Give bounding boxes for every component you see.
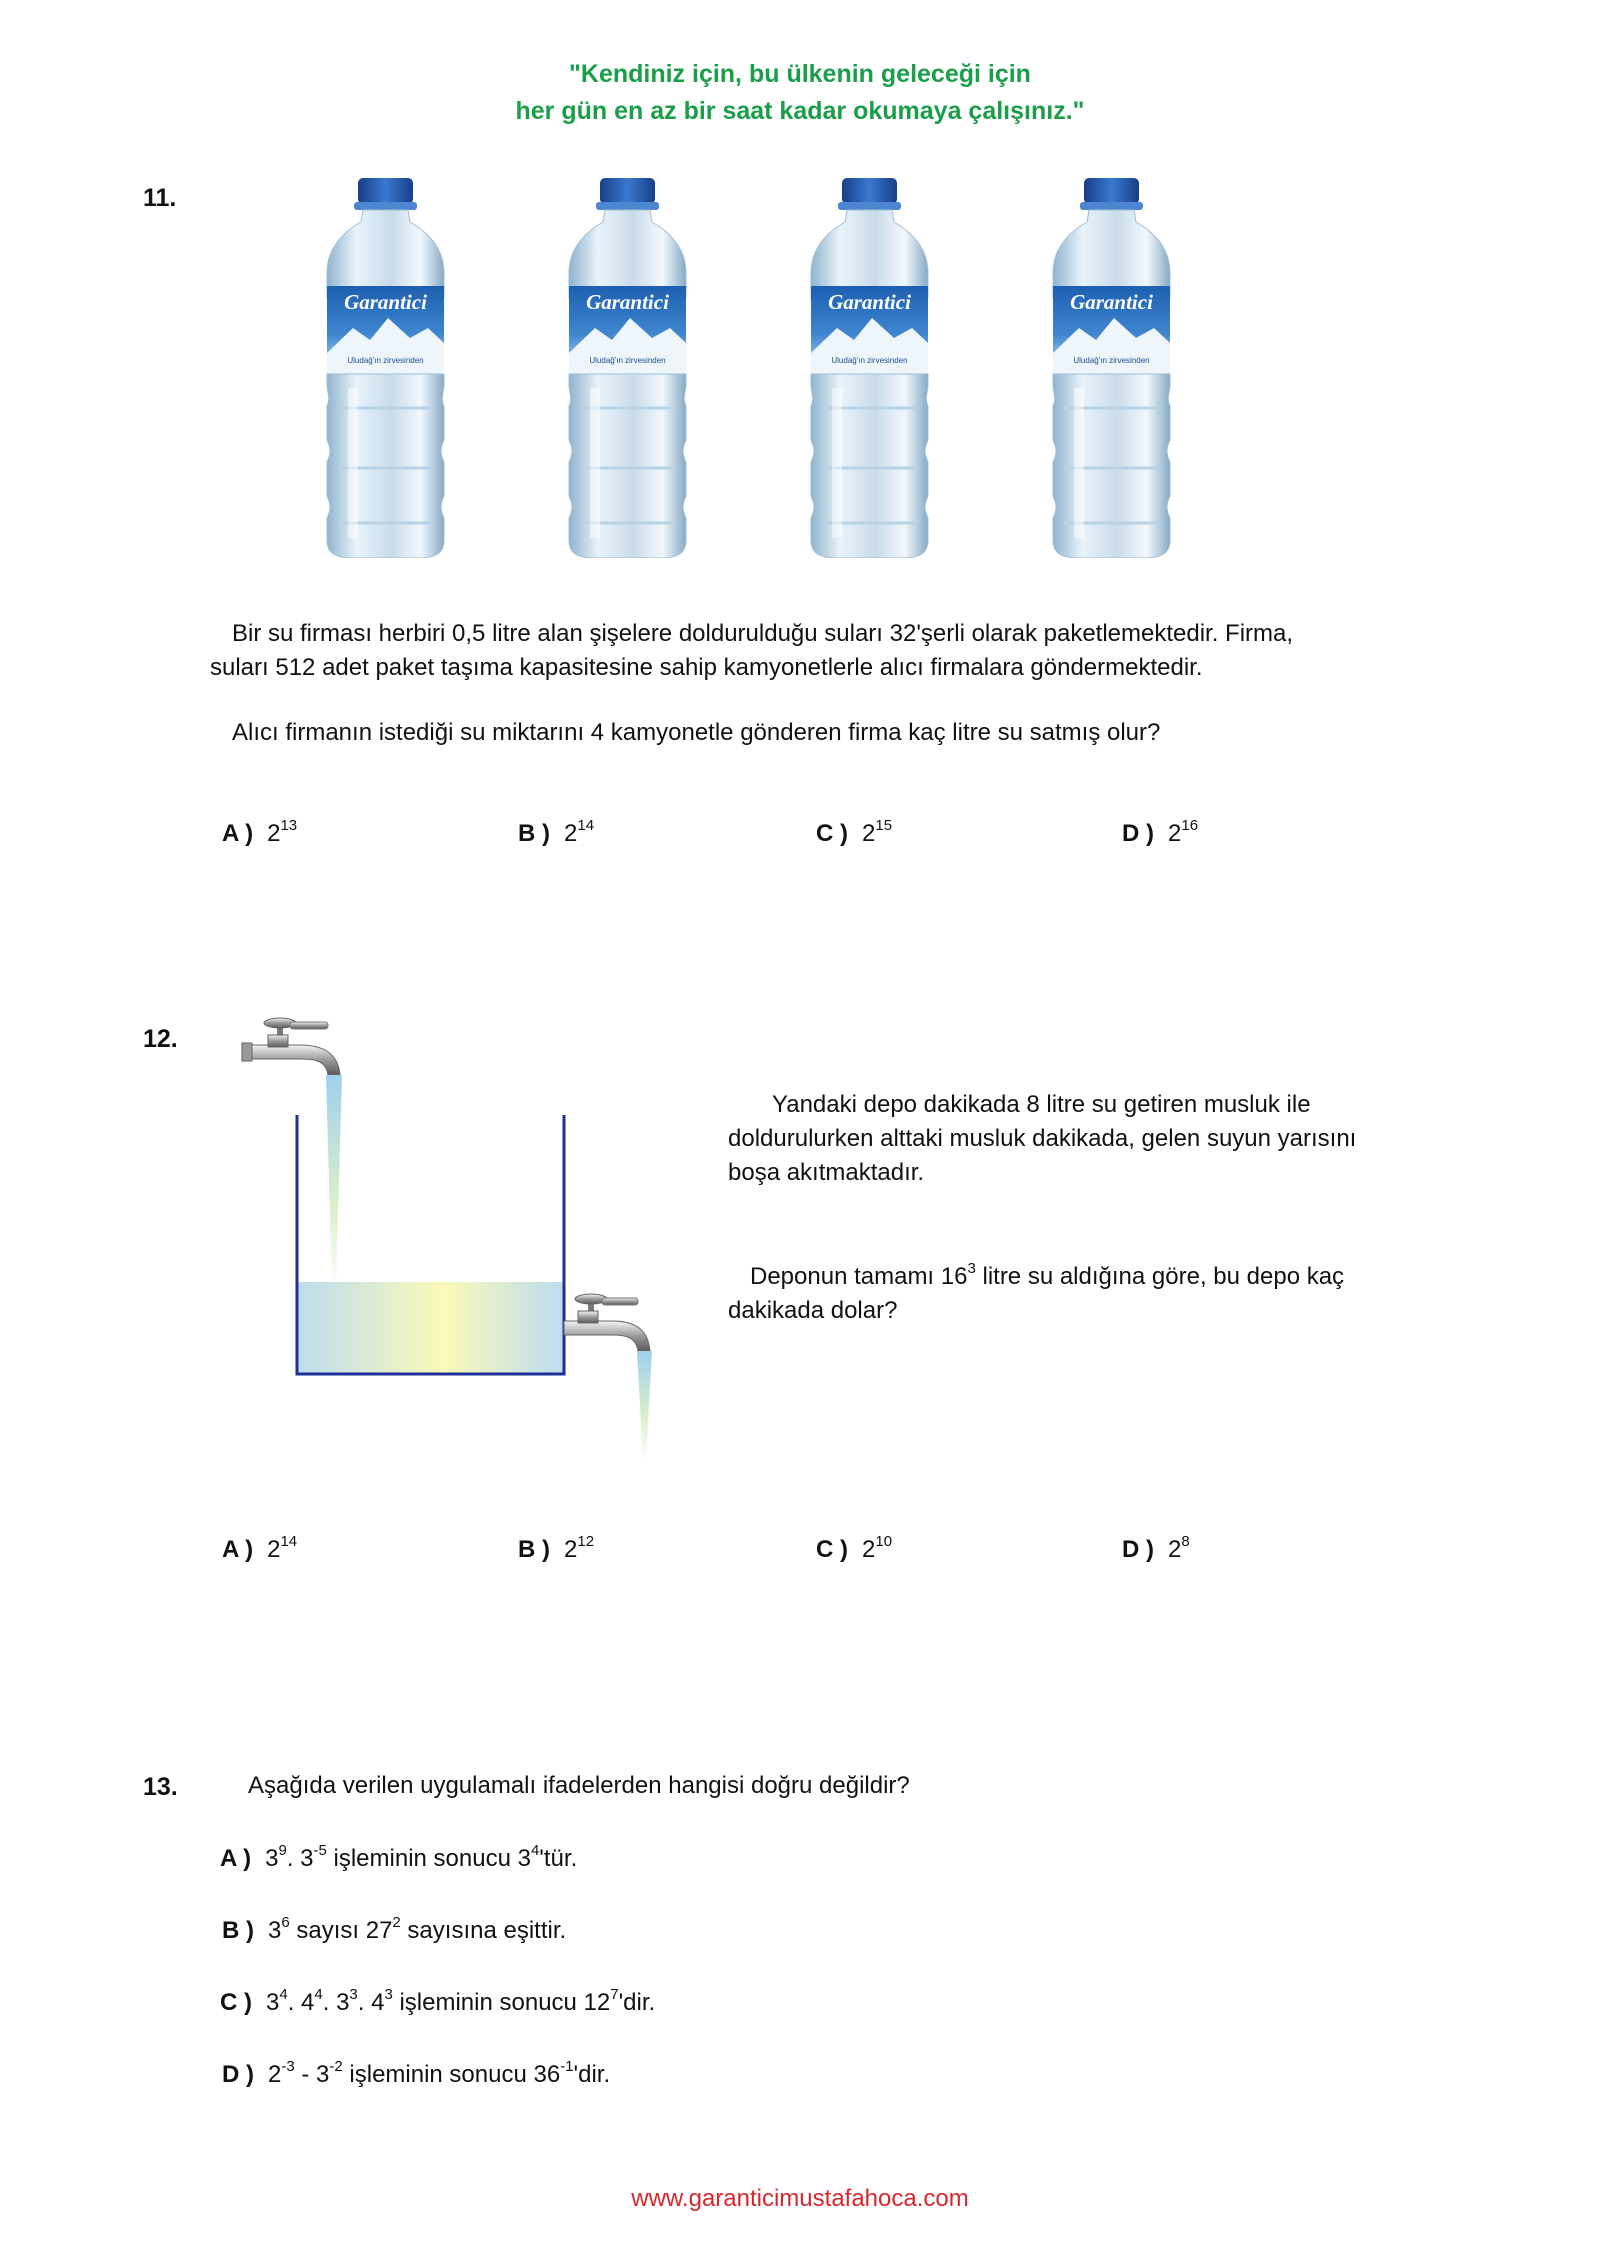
- bottle-slogan: Uludağ'ın zirvesinden: [347, 356, 424, 365]
- q12-option-d[interactable]: D ) $2^8$: [1122, 1533, 1190, 1563]
- q11-option-b[interactable]: B ) $2^{14}$: [518, 817, 595, 847]
- bottom-water-stream: [637, 1351, 652, 1460]
- question-11-line-1: Bir su firması herbiri 0,5 litre alan şişelere doldurulduğu suları 32'şerli olarak paketlemektedir. Firma,: [232, 620, 1294, 647]
- bottle-brand-logo: Garantici: [828, 290, 911, 314]
- top-faucet-icon: [242, 1018, 340, 1075]
- quote-line-1: "Kendiniz için, bu ülkenin geleceği için: [569, 60, 1031, 88]
- option-label: D ): [1122, 1536, 1154, 1563]
- quote-line-2: her gün en az bir saat kadar okumaya çalışınız.": [515, 97, 1085, 125]
- q12-option-b[interactable]: B ) $2^{12}$: [518, 1533, 595, 1563]
- question-12-text: [728, 1088, 1488, 1190]
- motivational-quote: [0, 56, 1600, 130]
- water-bottle-image: [1044, 178, 1179, 558]
- option-label: A ): [222, 1536, 254, 1563]
- q13-option-d[interactable]: D ) $2^{-3} - 3^{-2}$ işleminin sonucu $36^{-1}'dir$.: [222, 2058, 611, 2088]
- question-12-prompt: Deponun tamamı $16^3$ litre su aldığına göre, bu depo kaç dakikada dolar?: [728, 1260, 1345, 1324]
- question-13-number: 13.: [143, 1773, 178, 1801]
- q13-option-b[interactable]: B ) $3^6$ sayısı $27^2$ sayısına eşittir.: [222, 1914, 567, 1944]
- water-tank-diagram: [240, 1015, 680, 1475]
- q11-option-d[interactable]: D ) $2^{16}$: [1122, 817, 1199, 847]
- option-label: A ): [222, 820, 254, 847]
- question-11-prompt: Alıcı firmanın istediği su miktarını 4 kamyonetle gönderen firma kaç litre su satmış olur?: [232, 719, 1161, 746]
- footer-website-link[interactable]: www.garanticimustafahoca.com: [631, 2185, 969, 2212]
- bottle-brand-logo: Garantici: [1070, 290, 1153, 314]
- top-water-stream: [326, 1075, 342, 1290]
- option-label: B ): [518, 1536, 550, 1563]
- q11-option-c[interactable]: C ) $2^{15}$: [816, 817, 893, 847]
- question-12-number: 12.: [143, 1025, 178, 1053]
- question-11-number: 11.: [143, 184, 177, 212]
- bottle-slogan: Uludağ'ın zirvesinden: [831, 356, 908, 365]
- option-label: B ): [518, 820, 550, 847]
- q13-option-a[interactable]: A ) $3^9$. $3^{-5}$ işleminin sonucu $3^4'tür$.: [220, 1842, 578, 1872]
- q11-option-a[interactable]: A ) $2^{13}$: [222, 817, 298, 847]
- water-bottle-image: [802, 178, 937, 558]
- question-12-line-2: doldurulurken alttaki musluk dakikada, gelen suyun yarısını: [728, 1125, 1357, 1152]
- question-12-line-3: boşa akıtmaktadır.: [728, 1159, 925, 1186]
- option-label: D ): [1122, 820, 1154, 847]
- water-bottle-image: [318, 178, 453, 558]
- question-12-line-1: Yandaki depo dakikada 8 litre su getiren musluk ile: [772, 1091, 1311, 1118]
- q12-option-c[interactable]: C ) $2^{10}$: [816, 1533, 893, 1563]
- bottle-slogan: Uludağ'ın zirvesinden: [1073, 356, 1150, 365]
- question-11-line-2: suları 512 adet paket taşıma kapasitesine sahip kamyonetlerle alıcı firmalara göndermektedir.: [210, 654, 1203, 681]
- question-11-text: [210, 617, 1510, 685]
- option-label: C ): [816, 820, 848, 847]
- q12-option-a[interactable]: A ) $2^{14}$: [222, 1533, 298, 1563]
- question-13-prompt: Aşağıda verilen uygulamalı ifadelerden hangisi doğru değildir?: [248, 1772, 910, 1799]
- bottle-brand-logo: Garantici: [586, 290, 669, 314]
- q13-option-c[interactable]: C ) $3^4$. $4^4$. $3^3$. $4^3$ işleminin sonucu $12^7'dir$.: [220, 1986, 656, 2016]
- water-bottle-image: [560, 178, 695, 558]
- bottom-faucet-icon: [564, 1294, 650, 1351]
- tank-water: [297, 1282, 564, 1374]
- bottle-brand-logo: Garantici: [344, 290, 427, 314]
- bottle-slogan: Uludağ'ın zirvesinden: [589, 356, 666, 365]
- option-label: C ): [816, 1536, 848, 1563]
